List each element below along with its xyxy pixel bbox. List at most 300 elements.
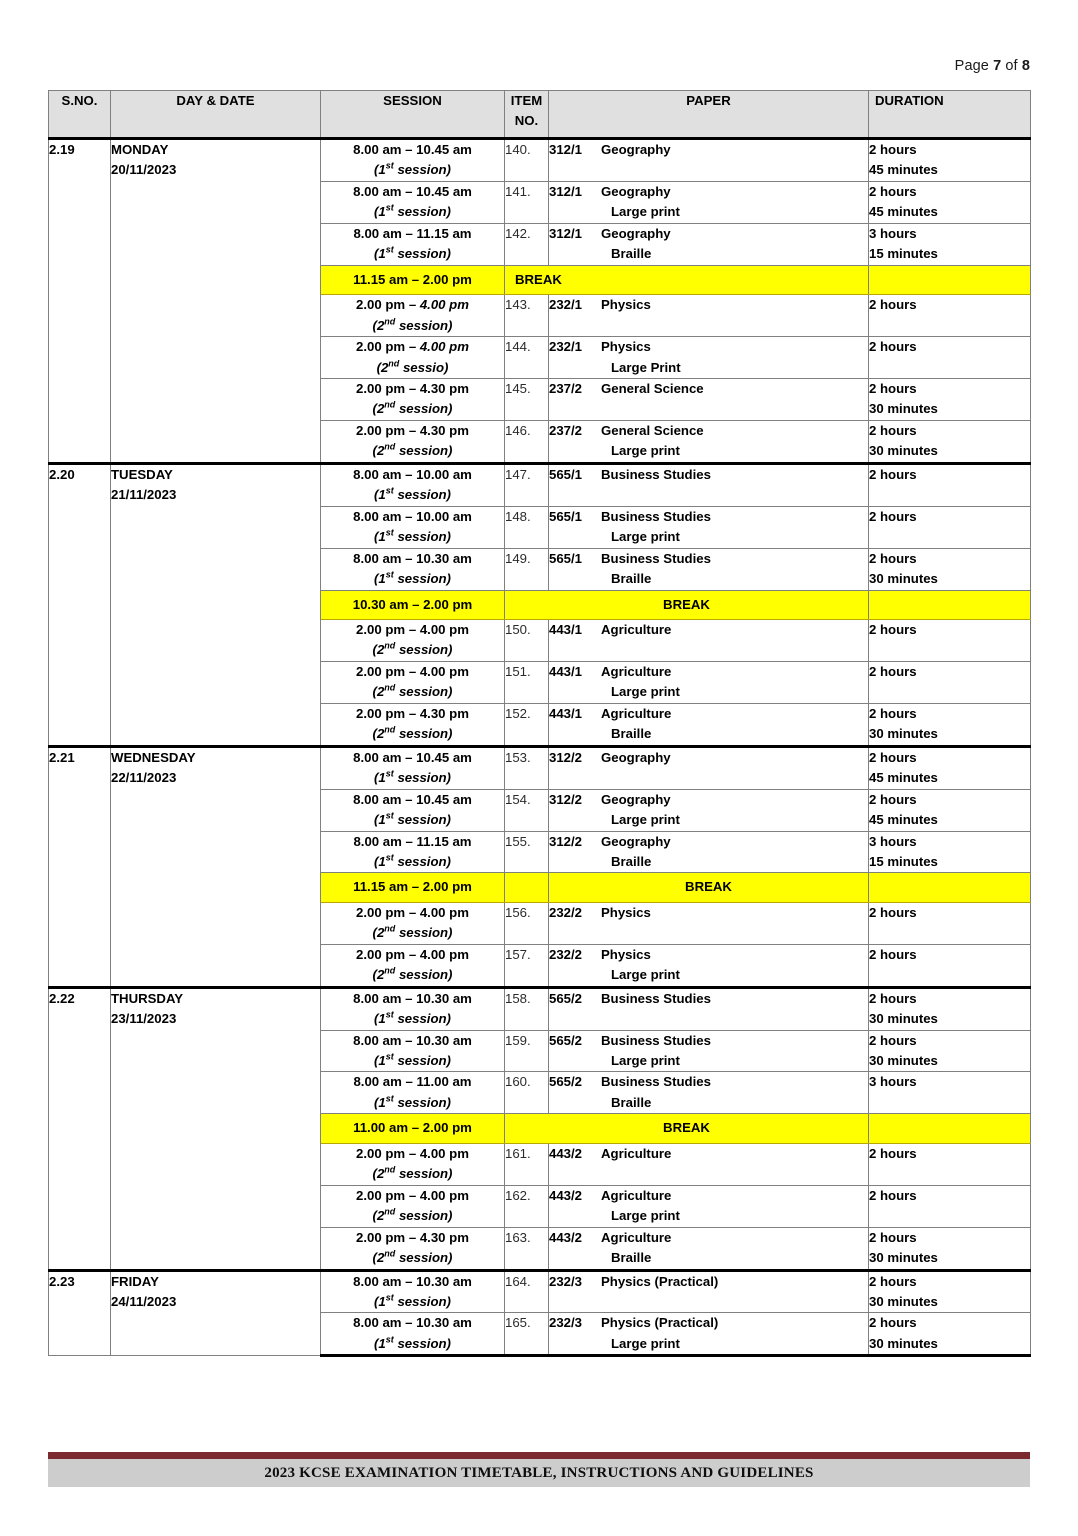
session-time-cell <box>321 1030 505 1072</box>
duration-hours: 2 hours <box>869 946 917 962</box>
duration-hours: 2 hours <box>869 791 917 807</box>
column-header-duration: DURATION <box>869 91 1031 139</box>
duration-cell <box>869 337 1031 379</box>
duration-cell <box>869 944 1031 987</box>
session-time: 8.00 am – 11.15 am <box>353 833 472 849</box>
session-time: 8.00 am – 10.45 am <box>353 183 472 199</box>
break-time-cell: 11.15 am – 2.00 pm <box>321 265 505 294</box>
paper-subject: Business Studies <box>601 990 711 1006</box>
item-number-cell: 162. <box>505 1185 549 1227</box>
page-label-mid: of <box>1005 58 1018 74</box>
day-name: MONDAY <box>111 142 169 157</box>
session-time: 8.00 am – 10.00 am <box>353 508 472 524</box>
table-row <box>49 139 1031 182</box>
break-duration-cell <box>869 590 1031 619</box>
duration-hours: 3 hours <box>869 833 917 849</box>
paper-cell <box>549 619 869 661</box>
paper-variant: Large print <box>611 443 680 459</box>
duration-hours: 2 hours <box>869 1229 917 1245</box>
day-date: 22/11/2023 <box>111 770 177 786</box>
paper-code: 312/2 <box>549 749 583 765</box>
session-time: 8.00 am – 10.45 am <box>353 749 472 765</box>
duration-hours: 2 hours <box>869 1187 917 1203</box>
paper-cell <box>549 703 869 746</box>
session-ordinal: (2nd session) <box>372 441 453 459</box>
paper-subject: Geography <box>601 749 671 765</box>
session-time-cell <box>321 1143 505 1185</box>
session-time: 8.00 am – 10.00 am <box>353 466 472 482</box>
session-time-cell <box>321 746 505 789</box>
break-time-cell: 11.00 am – 2.00 pm <box>321 1114 505 1143</box>
item-number-cell: 140. <box>505 139 549 182</box>
column-header-session: SESSION <box>321 91 505 139</box>
session-time-cell <box>321 1185 505 1227</box>
paper-cell <box>549 831 869 873</box>
paper-code: 443/1 <box>549 621 583 637</box>
session-time: 8.00 am – 10.45 am <box>353 142 472 157</box>
session-time-cell <box>321 1270 505 1313</box>
session-time: 8.00 am – 10.30 am <box>353 1032 472 1048</box>
paper-cell <box>549 506 869 548</box>
item-number-cell: 143. <box>505 295 549 337</box>
break-label-cell: BREAK <box>549 873 869 902</box>
paper-code: 565/2 <box>549 990 583 1006</box>
session-ordinal: (1st session) <box>374 244 451 262</box>
duration-cell <box>869 1143 1031 1185</box>
duration-hours: 2 hours <box>869 749 917 765</box>
duration-hours: 2 hours <box>869 1032 917 1048</box>
footer-title: 2023 KCSE EXAMINATION TIMETABLE, INSTRUCTIONS AND GUIDELINES <box>48 1459 1030 1487</box>
session-time: 8.00 am – 10.30 am <box>353 550 472 566</box>
paper-subject: Physics (Practical) <box>601 1273 719 1289</box>
paper-cell <box>549 1030 869 1072</box>
page-label-prefix: Page <box>954 58 989 74</box>
duration-hours: 2 hours <box>869 904 917 920</box>
session-time: 8.00 am – 10.45 am <box>353 791 472 807</box>
page-number: 7 <box>993 58 1002 74</box>
paper-cell <box>549 223 869 265</box>
day-date-cell <box>111 746 321 987</box>
session-ordinal: (1st session) <box>374 1292 451 1310</box>
duration-cell <box>869 139 1031 182</box>
session-time-cell <box>321 902 505 944</box>
session-ordinal: (1st session) <box>374 202 451 220</box>
session-time: 2.00 pm – 4.00 pm <box>356 297 469 313</box>
table-row <box>49 746 1031 789</box>
duration-minutes: 45 minutes <box>869 770 938 786</box>
paper-subject: Agriculture <box>601 663 672 679</box>
session-time: 2.00 pm – 4.30 pm <box>356 1229 469 1245</box>
duration-hours: 2 hours <box>869 990 917 1006</box>
day-date-cell <box>111 1270 321 1356</box>
paper-code: 565/1 <box>549 508 583 524</box>
paper-cell <box>549 661 869 703</box>
paper-code: 232/3 <box>549 1315 583 1331</box>
paper-cell <box>549 1270 869 1313</box>
paper-code: 565/2 <box>549 1032 583 1048</box>
day-name: TUESDAY <box>111 466 173 482</box>
paper-variant: Braille <box>611 853 652 869</box>
duration-hours: 2 hours <box>869 339 917 355</box>
day-date: 21/11/2023 <box>111 487 177 503</box>
paper-subject: Geography <box>601 142 671 157</box>
paper-cell <box>549 987 869 1030</box>
paper-code: 443/2 <box>549 1187 583 1203</box>
session-ordinal: (1st session) <box>374 768 451 786</box>
duration-cell <box>869 1227 1031 1270</box>
duration-cell <box>869 506 1031 548</box>
duration-minutes: 30 minutes <box>869 571 938 587</box>
paper-subject: Physics <box>601 946 651 962</box>
duration-cell <box>869 181 1031 223</box>
item-number-cell: 142. <box>505 223 549 265</box>
duration-hours: 2 hours <box>869 466 917 482</box>
paper-cell <box>549 463 869 506</box>
break-time-cell: 11.15 am – 2.00 pm <box>321 873 505 902</box>
paper-code: 312/2 <box>549 833 583 849</box>
footer-accent-rule <box>48 1452 1030 1459</box>
session-ordinal: (2nd session) <box>372 923 453 941</box>
item-number-cell: 165. <box>505 1313 549 1356</box>
session-ordinal: (1st session) <box>374 1009 451 1027</box>
session-ordinal: (1st session) <box>374 1334 451 1351</box>
paper-cell <box>549 337 869 379</box>
paper-code: 312/1 <box>549 225 583 241</box>
paper-subject: Agriculture <box>601 1229 672 1245</box>
paper-cell <box>549 378 869 420</box>
item-number-cell: 151. <box>505 661 549 703</box>
session-ordinal: (1st session) <box>374 485 451 503</box>
paper-cell <box>549 181 869 223</box>
break-duration-cell <box>869 265 1031 294</box>
duration-cell <box>869 619 1031 661</box>
day-date: 23/11/2023 <box>111 1011 177 1027</box>
item-no-line1: ITEM <box>510 93 543 108</box>
duration-hours: 2 hours <box>869 1315 917 1331</box>
paper-cell <box>549 746 869 789</box>
column-header-day-date: DAY & DATE <box>111 91 321 139</box>
day-date: 24/11/2023 <box>111 1294 177 1310</box>
day-name: FRIDAY <box>111 1273 159 1289</box>
paper-variant: Large print <box>611 1335 680 1351</box>
session-time-cell <box>321 181 505 223</box>
paper-variant: Large print <box>611 1208 680 1224</box>
item-number-cell: 141. <box>505 181 549 223</box>
item-number-cell: 154. <box>505 789 549 831</box>
session-ordinal: (1st session) <box>374 1093 451 1110</box>
paper-cell <box>549 1143 869 1185</box>
duration-cell <box>869 789 1031 831</box>
session-ordinal: (2nd session) <box>372 1206 453 1224</box>
serial-number-cell: 2.21 <box>49 746 111 987</box>
serial-number-cell: 2.22 <box>49 987 111 1270</box>
session-ordinal: (1st session) <box>374 810 451 828</box>
session-ordinal: (2nd session) <box>372 1248 453 1266</box>
duration-minutes: 30 minutes <box>869 726 938 742</box>
break-duration-cell <box>869 873 1031 902</box>
duration-minutes: 45 minutes <box>869 162 938 178</box>
duration-cell <box>869 223 1031 265</box>
duration-hours: 2 hours <box>869 183 917 199</box>
item-number-cell: 155. <box>505 831 549 873</box>
paper-cell <box>549 548 869 590</box>
session-time-cell <box>321 619 505 661</box>
column-header-sno: S.NO. <box>49 91 111 139</box>
paper-code: 237/2 <box>549 422 583 438</box>
paper-code: 312/1 <box>549 183 583 199</box>
duration-hours: 2 hours <box>869 705 917 721</box>
column-header-paper: PAPER <box>549 91 869 139</box>
paper-subject: Geography <box>601 225 671 241</box>
paper-subject: Agriculture <box>601 621 672 637</box>
serial-number-cell: 2.23 <box>49 1270 111 1356</box>
paper-subject: Geography <box>601 833 671 849</box>
break-time-cell: 10.30 am – 2.00 pm <box>321 590 505 619</box>
session-time: 2.00 pm – 4.00 pm <box>356 663 469 679</box>
paper-cell <box>549 789 869 831</box>
session-time: 2.00 pm – 4.30 pm <box>356 422 469 438</box>
paper-subject: Geography <box>601 791 671 807</box>
paper-variant: Large print <box>611 204 680 220</box>
paper-variant: Braille <box>611 726 652 742</box>
session-time: 2.00 pm – 4.00 pm <box>356 1145 469 1161</box>
session-time-cell <box>321 378 505 420</box>
session-time: 8.00 am – 10.30 am <box>353 1315 472 1331</box>
session-time-cell <box>321 1072 505 1114</box>
paper-code: 565/1 <box>549 550 583 566</box>
paper-cell <box>549 944 869 987</box>
session-ordinal: (2nd sessio) <box>376 358 449 375</box>
session-time-cell <box>321 1227 505 1270</box>
duration-minutes: 30 minutes <box>869 1053 938 1069</box>
duration-hours: 3 hours <box>869 225 917 241</box>
paper-code: 312/2 <box>549 791 583 807</box>
paper-code: 232/1 <box>549 339 583 355</box>
session-time: 2.00 pm – 4.00 pm <box>356 339 469 355</box>
paper-variant: Large print <box>611 967 680 983</box>
item-number-cell: 150. <box>505 619 549 661</box>
paper-subject: Business Studies <box>601 466 711 482</box>
session-time-cell <box>321 223 505 265</box>
session-time: 8.00 am – 10.30 am <box>353 990 472 1006</box>
item-number-cell: 158. <box>505 987 549 1030</box>
paper-subject: General Science <box>601 422 704 438</box>
session-time-cell <box>321 703 505 746</box>
duration-hours: 2 hours <box>869 1145 917 1161</box>
break-item-no-cell <box>505 873 549 902</box>
duration-cell <box>869 661 1031 703</box>
session-time-cell <box>321 337 505 379</box>
paper-cell <box>549 1313 869 1356</box>
paper-code: 443/1 <box>549 705 583 721</box>
session-time-cell <box>321 831 505 873</box>
item-number-cell: 160. <box>505 1072 549 1114</box>
header-row <box>49 91 1031 139</box>
session-time: 2.00 pm – 4.00 pm <box>356 621 469 637</box>
paper-code: 237/2 <box>549 380 583 396</box>
paper-code: 443/1 <box>549 663 583 679</box>
session-time-cell <box>321 139 505 182</box>
duration-hours: 2 hours <box>869 508 917 524</box>
paper-variant: Braille <box>611 1250 652 1266</box>
page-footer <box>48 1452 1030 1487</box>
session-ordinal: (2nd session) <box>372 400 453 417</box>
duration-minutes: 30 minutes <box>869 1250 938 1266</box>
session-time-cell <box>321 548 505 590</box>
duration-hours: 2 hours <box>869 380 917 396</box>
paper-variant: Braille <box>611 246 652 262</box>
item-number-cell: 149. <box>505 548 549 590</box>
paper-subject: Agriculture <box>601 1145 672 1161</box>
paper-subject: Physics <box>601 297 651 313</box>
session-ordinal: (1st session) <box>374 1051 451 1069</box>
day-name: THURSDAY <box>111 990 184 1006</box>
paper-cell <box>549 420 869 463</box>
session-ordinal: (2nd session) <box>372 1164 453 1182</box>
duration-minutes: 30 minutes <box>869 1335 938 1351</box>
item-number-cell: 146. <box>505 420 549 463</box>
item-number-cell: 156. <box>505 902 549 944</box>
paper-code: 565/1 <box>549 466 583 482</box>
exam-timetable <box>48 90 1031 1357</box>
day-date: 20/11/2023 <box>111 162 177 178</box>
duration-cell <box>869 987 1031 1030</box>
session-time: 8.00 am – 11.00 am <box>353 1074 472 1090</box>
session-time-cell <box>321 944 505 987</box>
session-time-cell <box>321 295 505 337</box>
session-ordinal: (2nd session) <box>372 724 453 742</box>
duration-cell <box>869 703 1031 746</box>
paper-subject: Agriculture <box>601 705 672 721</box>
day-date-cell <box>111 987 321 1270</box>
paper-code: 443/2 <box>549 1145 583 1161</box>
session-time: 2.00 pm – 4.30 pm <box>356 705 469 721</box>
paper-subject: Business Studies <box>601 508 711 524</box>
paper-variant: Large print <box>611 684 680 700</box>
paper-subject: Physics <box>601 904 651 920</box>
paper-variant: Large print <box>611 529 680 545</box>
item-number-cell: 144. <box>505 337 549 379</box>
session-ordinal: (2nd session) <box>372 965 453 983</box>
session-ordinal: (2nd session) <box>372 641 453 658</box>
duration-cell <box>869 746 1031 789</box>
duration-cell <box>869 378 1031 420</box>
paper-cell <box>549 1227 869 1270</box>
duration-cell <box>869 831 1031 873</box>
item-number-cell: 152. <box>505 703 549 746</box>
paper-code: 232/2 <box>549 946 583 962</box>
item-number-cell: 164. <box>505 1270 549 1313</box>
duration-hours: 2 hours <box>869 663 917 679</box>
duration-cell <box>869 1313 1031 1356</box>
table-body <box>49 139 1031 1356</box>
break-duration-cell <box>869 1114 1031 1143</box>
paper-cell <box>549 139 869 182</box>
serial-number-cell: 2.19 <box>49 139 111 464</box>
item-number-cell: 145. <box>505 378 549 420</box>
page-total: 8 <box>1021 58 1030 74</box>
paper-variant: Large print <box>611 1053 680 1069</box>
session-ordinal: (1st session) <box>374 852 451 869</box>
duration-minutes: 15 minutes <box>869 246 938 262</box>
duration-hours: 2 hours <box>869 621 917 637</box>
column-header-item-no <box>505 91 549 139</box>
table-row <box>49 463 1031 506</box>
session-ordinal: (1st session) <box>374 527 451 545</box>
paper-subject: Business Studies <box>601 550 711 566</box>
paper-variant: Large Print <box>611 359 681 375</box>
table-header <box>49 91 1031 139</box>
paper-subject: Geography <box>601 183 671 199</box>
paper-code: 232/1 <box>549 297 583 313</box>
duration-cell <box>869 295 1031 337</box>
session-ordinal: (2nd session) <box>372 682 453 700</box>
duration-minutes: 30 minutes <box>869 1294 938 1310</box>
duration-hours: 2 hours <box>869 297 917 313</box>
session-time-cell <box>321 420 505 463</box>
session-time: 8.00 am – 11.15 am <box>353 225 472 241</box>
duration-minutes: 45 minutes <box>869 204 938 220</box>
duration-hours: 2 hours <box>869 142 917 157</box>
duration-cell <box>869 463 1031 506</box>
day-name: WEDNESDAY <box>111 749 196 765</box>
duration-cell <box>869 1270 1031 1313</box>
session-time: 2.00 pm – 4.00 pm <box>356 1187 469 1203</box>
item-number-cell: 157. <box>505 944 549 987</box>
duration-minutes: 15 minutes <box>869 853 938 869</box>
day-date-cell <box>111 463 321 746</box>
session-time: 2.00 pm – 4.00 pm <box>356 904 469 920</box>
duration-cell <box>869 902 1031 944</box>
paper-variant: Braille <box>611 1094 652 1110</box>
item-number-cell: 159. <box>505 1030 549 1072</box>
paper-cell <box>549 1072 869 1114</box>
paper-variant: Large print <box>611 812 680 828</box>
session-ordinal: (1st session) <box>374 161 451 178</box>
item-number-cell: 163. <box>505 1227 549 1270</box>
timetable-container <box>48 90 1030 1357</box>
session-time-cell <box>321 987 505 1030</box>
duration-minutes: 30 minutes <box>869 1011 938 1027</box>
duration-cell <box>869 1072 1031 1114</box>
item-number-cell: 148. <box>505 506 549 548</box>
paper-code: 232/3 <box>549 1273 583 1289</box>
paper-subject: Physics (Practical) <box>601 1315 719 1331</box>
paper-subject: General Science <box>601 380 704 396</box>
duration-cell <box>869 420 1031 463</box>
paper-code: 565/2 <box>549 1074 583 1090</box>
duration-minutes: 45 minutes <box>869 812 938 828</box>
break-label-cell: BREAK <box>505 590 869 619</box>
table-row <box>49 1270 1031 1313</box>
session-time-cell <box>321 463 505 506</box>
session-time-cell <box>321 789 505 831</box>
duration-hours: 3 hours <box>869 1074 917 1090</box>
paper-code: 312/1 <box>549 142 583 157</box>
duration-hours: 2 hours <box>869 1273 917 1289</box>
table-row <box>49 987 1031 1030</box>
paper-code: 443/2 <box>549 1229 583 1245</box>
paper-cell <box>549 1185 869 1227</box>
duration-cell <box>869 1185 1031 1227</box>
duration-hours: 2 hours <box>869 422 917 438</box>
serial-number-cell: 2.20 <box>49 463 111 746</box>
day-date-cell <box>111 139 321 464</box>
session-time: 2.00 pm – 4.00 pm <box>356 946 469 962</box>
paper-code: 232/2 <box>549 904 583 920</box>
session-ordinal: (1st session) <box>374 569 451 587</box>
item-number-cell: 147. <box>505 463 549 506</box>
